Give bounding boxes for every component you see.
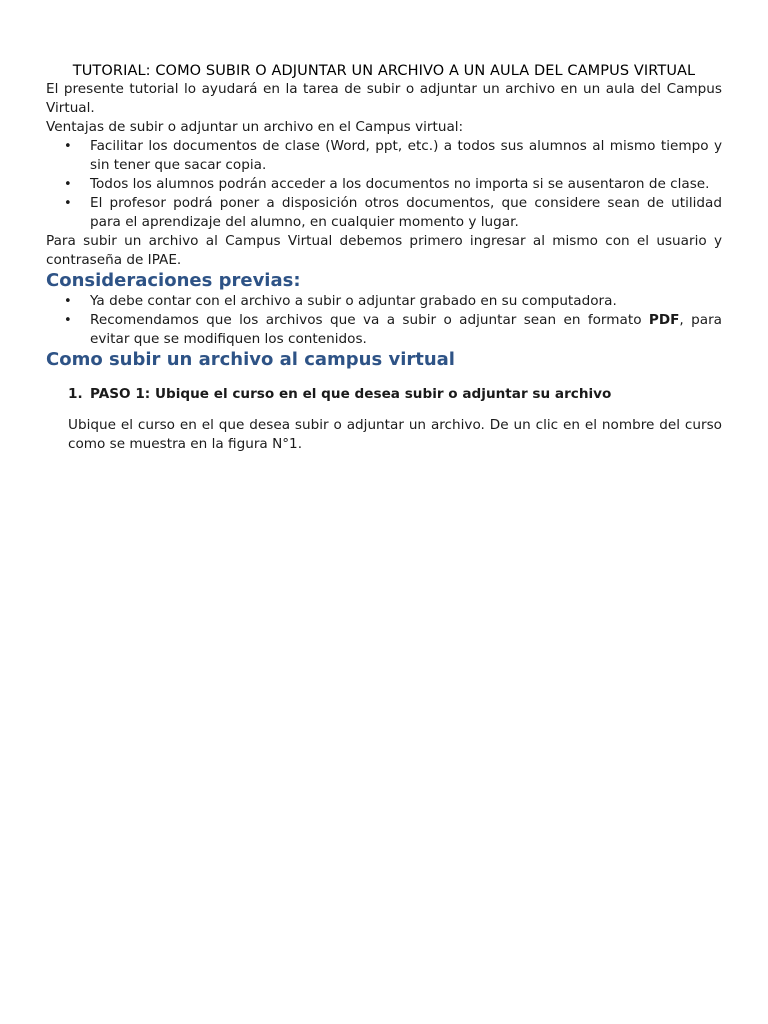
list-item-text: El profesor podrá poner a disposición otros documentos, que considere sean de utilidad para el aprendizaje del alumno, en cualquier momento y lugar. (90, 195, 722, 230)
list-item-text-before: Recomendamos que los archivos que va a subir o adjuntar sean en formato (90, 312, 649, 328)
ventajas-list (46, 137, 722, 232)
bullet-icon: • (64, 313, 72, 328)
list-item (46, 311, 722, 349)
intro-paragraph: El presente tutorial lo ayudará en la tarea de subir o adjuntar un archivo en un aula del Campus Virtual. (46, 81, 722, 116)
ventajas-label: Ventajas de subir o adjuntar un archivo en el Campus virtual: (46, 119, 464, 135)
list-item-text-after: , para evitar que se modifiquen los contenidos. (90, 312, 722, 347)
bullet-icon: • (64, 294, 72, 309)
list-item (46, 137, 722, 175)
bullet-icon: • (64, 139, 72, 154)
bullet-icon: • (64, 196, 72, 211)
list-item (46, 194, 722, 232)
list-item (46, 292, 722, 311)
step-title: PASO 1: Ubique el curso en el que desea subir o adjuntar su archivo (90, 386, 612, 402)
document-title: TUTORIAL: COMO SUBIR O ADJUNTAR UN ARCHIVO A UN AULA DEL CAMPUS VIRTUAL (72, 63, 696, 79)
bullet-icon: • (64, 177, 72, 192)
list-item-text: Ya debe contar con el archivo a subir o adjuntar grabado en su computadora. (90, 293, 617, 309)
consideraciones-heading: Consideraciones previas: (46, 270, 301, 291)
list-item-text: Facilitar los documentos de clase (Word, ppt, etc.) a todos sus alumnos al mismo tiempo y sin tener que sacar copia. (90, 138, 722, 173)
steps-list (46, 385, 722, 404)
list-item-text: Todos los alumnos podrán acceder a los documentos no importa si se ausentaron de clase. (90, 176, 710, 192)
step-number: 1. (68, 386, 83, 402)
como-subir-heading: Como subir un archivo al campus virtual (46, 349, 455, 370)
step-description: Ubique el curso en el que desea subir o adjuntar un archivo. De un clic en el nombre del curso como se muestra en la figura N°1. (68, 417, 722, 452)
consideraciones-list (46, 292, 722, 349)
pdf-format-emphasis: PDF (648, 312, 680, 328)
list-item (46, 175, 722, 194)
acceso-paragraph: Para subir un archivo al Campus Virtual debemos primero ingresar al mismo con el usuario y contraseña de IPAE. (46, 233, 722, 268)
step-item (46, 385, 722, 404)
